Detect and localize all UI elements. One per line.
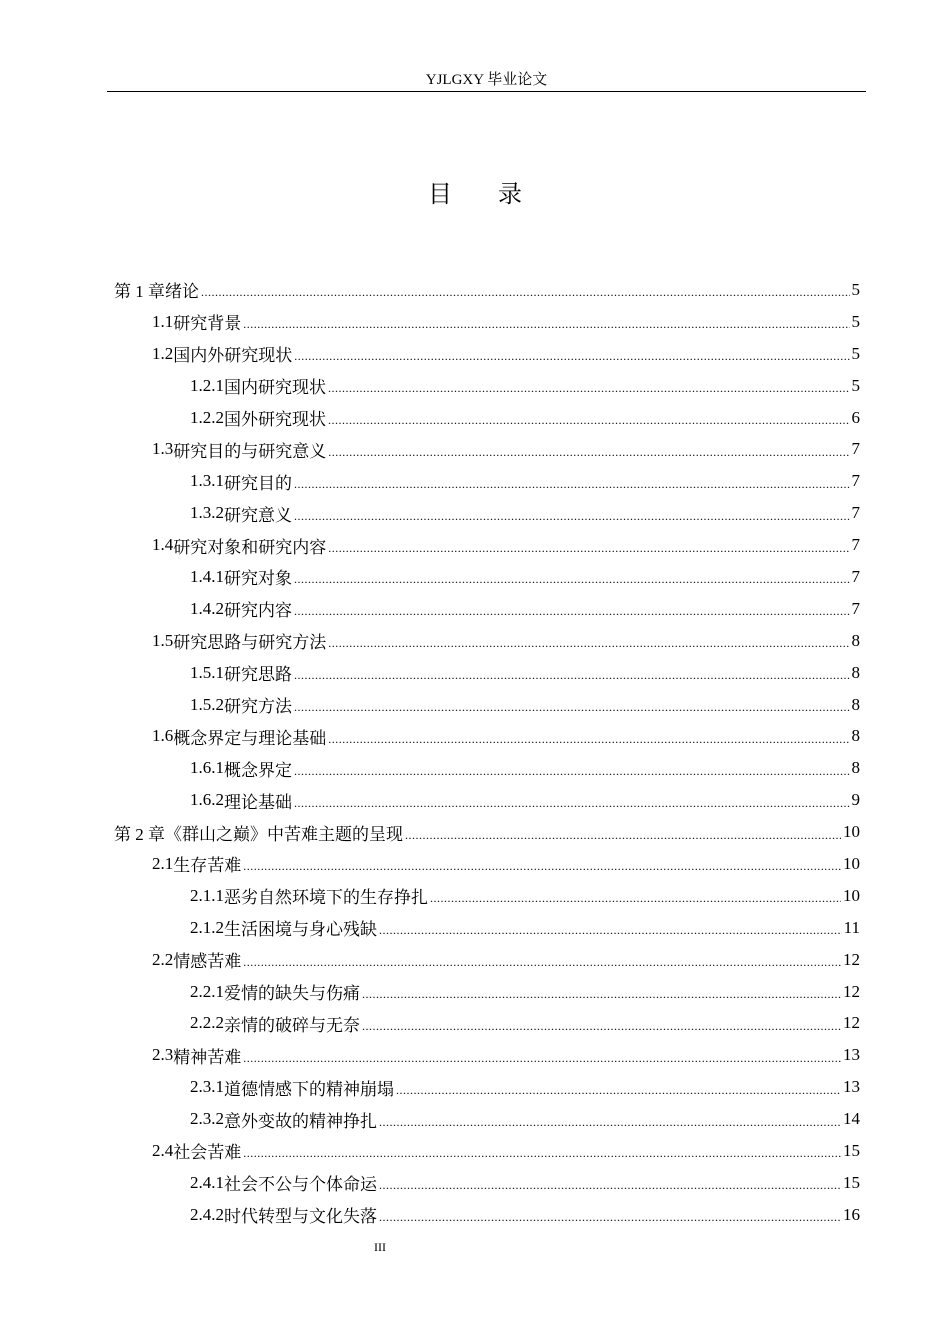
toc-entry-title: 精神苦难 [173,1047,242,1067]
toc-dot-leader [379,1178,841,1193]
toc-dot-leader [379,923,842,938]
toc-entry-number: 1.5 [152,630,174,650]
toc-dot-leader [243,955,841,970]
toc-entry-number: 2.1.1 [190,885,224,905]
toc-entry-number: 2.3.1 [190,1077,224,1097]
toc-entry-number: 2.2.1 [190,981,224,1001]
toc-entry-number: 2.3.2 [190,1109,224,1129]
toc-entry[interactable] [114,370,860,402]
toc-dot-leader [379,1115,841,1130]
toc-entry-page: 12 [843,981,860,1001]
toc-entry[interactable] [114,274,860,306]
toc-entry-title: 研究对象 [224,569,292,589]
toc-entry-page: 9 [851,790,860,810]
toc-entry-title: 研究方法 [224,697,292,717]
toc-entry-page: 10 [843,822,860,842]
toc-entry-number: 2.1.2 [190,917,224,937]
toc-entry[interactable] [114,784,860,816]
toc-dot-leader [396,1083,841,1098]
toc-entry-number: 1.5.2 [190,694,224,714]
toc-entry-title: 国外研究现状 [224,410,326,429]
toc-entry-page: 11 [843,917,860,937]
toc-entry-title: 绪论 [165,282,199,302]
toc-entry[interactable] [114,1135,860,1167]
toc-entry-number: 1.3 [152,439,174,459]
toc-dot-leader [201,285,850,300]
toc-entry[interactable] [114,816,860,848]
toc-entry-number: 1.3.2 [190,503,224,523]
toc-dot-leader [294,477,850,492]
toc-entry-title: 研究意义 [224,505,292,525]
toc-entry-page: 8 [851,694,860,714]
toc-entry[interactable] [114,561,860,593]
toc-entry-page: 7 [851,471,860,491]
toc-entry-number: 1.6.2 [190,790,224,810]
toc-entry-number: 1.2.1 [190,375,224,395]
toc-entry[interactable] [114,625,860,657]
toc-entry-page: 14 [843,1109,860,1129]
toc-entry-page: 5 [851,343,860,363]
toc-entry-title: 《群山之巅》中苦难主题的呈现 [165,824,403,844]
toc-entry-title: 恶劣自然环境下的生存挣扎 [224,888,428,908]
toc-entry-number: 2.3 [152,1045,174,1065]
toc-dot-leader [243,317,849,332]
page-footer [330,1240,430,1255]
toc-entry-title: 爱情的缺失与伤痛 [224,984,360,1004]
toc-entry-title: 生活困境与身心残缺 [224,920,377,940]
toc-entry-page: 8 [851,630,860,650]
toc-dot-leader [243,859,841,874]
toc-entry-title: 国内研究现状 [224,378,326,398]
toc-dot-leader [294,572,850,587]
toc-entry[interactable] [114,497,860,529]
toc-entry-number: 2.2.2 [190,1013,224,1033]
toc-entry[interactable] [114,1071,860,1103]
toc-entry-page: 5 [851,311,860,331]
toc-entry[interactable] [114,529,860,561]
toc-entry-number: 第 1 章 [114,282,165,302]
toc-entry-number: 1.2.2 [190,407,224,427]
toc-entry-number: 2.4.1 [190,1172,224,1192]
toc-entry[interactable] [114,1199,860,1231]
toc-entry-page: 7 [851,439,860,459]
toc-dot-leader [328,636,849,651]
toc-entry-number: 1.2 [152,343,174,363]
toc-entry-title: 生存苦难 [173,856,242,876]
toc-entry-title: 道德情感下的精神崩塌 [224,1079,394,1099]
toc-entry-page: 10 [843,885,860,905]
toc-dot-leader [294,764,850,779]
toc-entry[interactable] [114,306,860,338]
toc-dot-leader [328,413,850,428]
toc-entry-number: 1.1 [152,311,174,331]
toc-entry[interactable] [114,1039,860,1071]
toc-entry-title: 概念界定与理论基础 [173,728,327,748]
toc-entry-title: 情感苦难 [173,952,242,972]
footer-page-number: III [374,1240,386,1254]
toc-entry[interactable] [114,657,860,689]
toc-entry-title: 研究内容 [224,601,292,621]
toc-entry[interactable] [114,752,860,784]
toc-dot-leader [430,891,841,906]
toc-dot-leader [294,349,849,364]
toc-entry[interactable] [114,465,860,497]
toc-dot-leader [294,668,850,683]
toc-entry-title: 意外变故的精神挣扎 [224,1111,377,1131]
toc-entry-title: 社会苦难 [173,1143,242,1163]
toc-entry-number: 1.3.1 [190,471,224,491]
toc-entry-number: 1.6 [152,726,174,746]
toc-entry-number: 1.4 [152,535,174,555]
toc-dot-leader [294,509,850,524]
toc-entry-page: 7 [851,535,860,555]
toc-entry-title: 研究目的 [224,473,292,493]
toc-entry[interactable] [114,402,860,434]
page-header [107,70,866,90]
toc-entry-title: 概念界定 [224,760,292,780]
toc-dot-leader [243,1051,841,1066]
toc-entry-title: 研究目的与研究意义 [173,441,327,461]
toc-entry[interactable] [114,1007,860,1039]
toc-entry-page: 8 [851,758,860,778]
toc-entry[interactable] [114,1103,860,1135]
toc-entry-number: 1.4.2 [190,598,224,618]
toc-entry-page: 13 [843,1077,860,1097]
toc-entry-number: 2.4.2 [190,1204,224,1224]
toc-dot-leader [379,1210,841,1225]
toc-dot-leader [328,445,849,460]
toc-entry[interactable] [114,1167,860,1199]
toc-dot-leader [362,987,841,1002]
toc-dot-leader [294,604,850,619]
toc-entry-page: 15 [843,1172,860,1192]
toc-entry-number: 2.1 [152,853,174,873]
toc-entry-page: 5 [851,279,860,299]
toc-entry-page: 16 [843,1204,860,1224]
toc-entry-number: 2.4 [152,1140,174,1160]
toc-entry-page: 7 [851,598,860,618]
header-divider [107,91,866,92]
header-text: YJLGXY 毕业论文 [425,72,548,88]
toc-entry-title: 研究思路 [224,665,292,685]
toc-title: 目录 [428,182,568,208]
toc-dot-leader [328,541,849,556]
toc-entry-title: 国内外研究现状 [173,346,293,366]
toc-entry[interactable] [114,976,860,1008]
toc-entry-number: 1.6.1 [190,758,224,778]
toc-dot-leader [294,700,850,715]
toc-entry-title: 研究对象和研究内容 [173,537,327,557]
toc-entry-title: 研究思路与研究方法 [173,633,327,653]
toc-entry[interactable] [114,848,860,880]
toc-entry[interactable] [114,593,860,625]
toc-entry[interactable] [114,433,860,465]
toc-entry-page: 8 [851,662,860,682]
toc-entry[interactable] [114,912,860,944]
toc-entry-page: 15 [843,1140,860,1160]
toc-entry[interactable] [114,720,860,752]
toc-dot-leader [328,381,850,396]
toc-dot-leader [243,1146,841,1161]
toc-entry-page: 12 [843,1013,860,1033]
toc-dot-leader [294,796,850,811]
toc-entry-page: 5 [851,375,860,395]
toc-entry-number: 第 2 章 [114,824,165,844]
toc-entry-title: 时代转型与文化失落 [224,1207,377,1227]
toc-entry-title: 亲情的破碎与无奈 [224,1015,360,1035]
toc-entry-page: 10 [843,853,860,873]
toc-dot-leader [328,732,849,747]
toc-entry[interactable] [114,689,860,721]
toc-entry[interactable] [114,944,860,976]
toc-dot-leader [405,828,841,843]
toc-entry-page: 7 [851,566,860,586]
toc-entry-page: 7 [851,503,860,523]
toc-entry-page: 12 [843,949,860,969]
toc-entry-number: 1.4.1 [190,566,224,586]
toc-entry-number: 2.2 [152,949,174,969]
toc-entry-title: 社会不公与个体命运 [224,1175,377,1195]
toc-entry-page: 6 [851,407,860,427]
toc-entry-title: 研究背景 [173,314,242,334]
toc-entry-page: 8 [851,726,860,746]
toc-entry[interactable] [114,338,860,370]
toc-dot-leader [362,1019,841,1034]
table-of-contents [114,274,860,1231]
toc-entry[interactable] [114,880,860,912]
toc-entry-number: 1.5.1 [190,662,224,682]
toc-entry-page: 13 [843,1045,860,1065]
toc-entry-title: 理论基础 [224,792,292,812]
